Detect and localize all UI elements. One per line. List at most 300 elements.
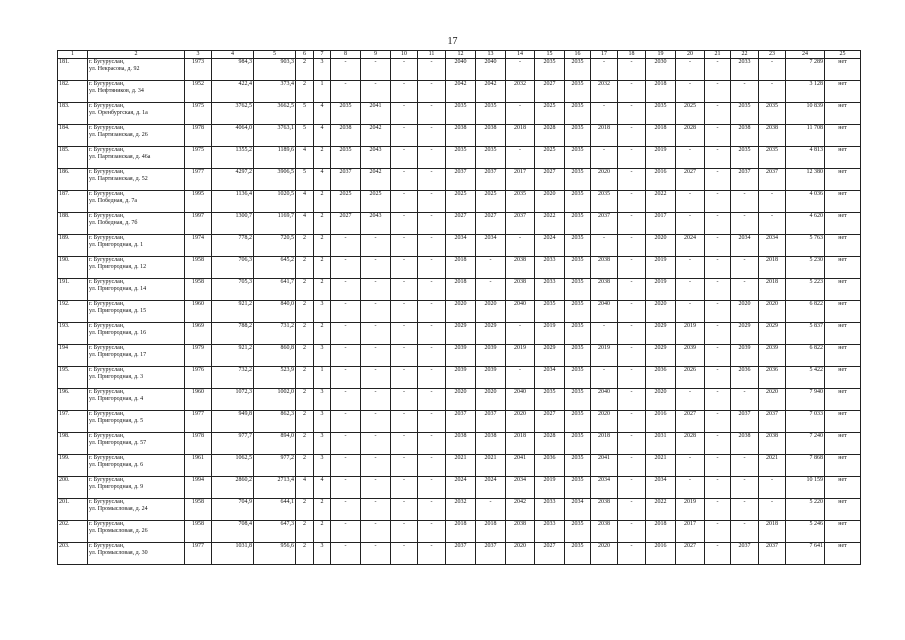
cost-cell: 6 822: [786, 301, 825, 323]
table-cell: 1952: [185, 81, 212, 103]
table-cell: -: [391, 345, 418, 367]
table-cell: 2036: [759, 367, 786, 389]
table-cell: 2020: [591, 411, 618, 433]
table-cell: 2035: [446, 147, 476, 169]
column-header-20: 20: [676, 51, 705, 59]
table-cell: 1974: [185, 235, 212, 257]
table-cell: 2034: [506, 477, 535, 499]
table-cell: -: [391, 543, 418, 565]
table-cell: 2018: [759, 257, 786, 279]
area-cell: 523,9: [254, 367, 296, 389]
table-cell: 2: [296, 301, 314, 323]
table-cell: -: [731, 389, 759, 411]
address-cell: г. Бугуруслан, ул. Победная, д. 7б: [88, 213, 185, 235]
table-cell: -: [618, 301, 646, 323]
cost-cell: 6 822: [786, 345, 825, 367]
table-cell: 2020: [646, 389, 676, 411]
table-cell: -: [618, 499, 646, 521]
area-cell: 422,4: [212, 81, 254, 103]
table-cell: -: [618, 279, 646, 301]
area-cell: 1189,6: [254, 147, 296, 169]
table-cell: 5: [296, 169, 314, 191]
area-cell: 949,8: [212, 411, 254, 433]
row-number: 185.: [58, 147, 88, 169]
table-cell: нет: [825, 235, 861, 257]
address-cell: г. Бугуруслан, ул. Пригородная, д. 17: [88, 345, 185, 367]
page-number: 17: [447, 36, 458, 47]
area-cell: 1020,5: [254, 191, 296, 213]
table-cell: -: [705, 367, 731, 389]
table-cell: -: [705, 257, 731, 279]
table-cell: -: [391, 213, 418, 235]
area-cell: 778,2: [212, 235, 254, 257]
table-cell: 2037: [446, 169, 476, 191]
table-cell: 2035: [759, 147, 786, 169]
table-cell: 2018: [446, 257, 476, 279]
table-cell: -: [361, 279, 391, 301]
table-cell: 2043: [361, 213, 391, 235]
table-cell: нет: [825, 213, 861, 235]
column-header-25: 25: [825, 51, 861, 59]
table-cell: -: [418, 477, 446, 499]
table-cell: 2035: [565, 81, 591, 103]
table-cell: -: [361, 455, 391, 477]
table-row: [58, 257, 861, 279]
table-cell: нет: [825, 543, 861, 565]
table-cell: 2035: [565, 345, 591, 367]
table-cell: -: [705, 455, 731, 477]
table-cell: 2032: [506, 81, 535, 103]
table-cell: нет: [825, 191, 861, 213]
row-number: 190.: [58, 257, 88, 279]
cost-cell: 4 620: [786, 213, 825, 235]
table-cell: 5: [296, 103, 314, 125]
table-cell: 2043: [361, 147, 391, 169]
table-cell: 2037: [476, 411, 506, 433]
area-cell: 1031,8: [212, 543, 254, 565]
table-cell: 2028: [535, 125, 565, 147]
table-cell: -: [418, 257, 446, 279]
area-cell: 1002,0: [254, 389, 296, 411]
table-cell: 2037: [731, 543, 759, 565]
table-cell: 2035: [565, 279, 591, 301]
table-cell: 2038: [591, 499, 618, 521]
table-row: [58, 455, 861, 477]
table-cell: -: [391, 81, 418, 103]
table-cell: -: [361, 235, 391, 257]
table-cell: 2018: [759, 521, 786, 543]
cost-cell: 12 380: [786, 169, 825, 191]
address-cell: г. Бугуруслан, ул. Пригородная, д. 3: [88, 367, 185, 389]
table-cell: 2035: [565, 213, 591, 235]
column-header-22: 22: [731, 51, 759, 59]
table-cell: 2: [296, 59, 314, 81]
table-cell: -: [618, 345, 646, 367]
table-cell: 3: [314, 411, 331, 433]
table-row: [58, 147, 861, 169]
area-cell: 788,2: [212, 323, 254, 345]
table-cell: 2: [296, 367, 314, 389]
table-cell: 2041: [591, 455, 618, 477]
address-cell: г. Бугуруслан, ул. Пригородная, д. 4: [88, 389, 185, 411]
table-cell: -: [618, 521, 646, 543]
table-cell: 2: [296, 389, 314, 411]
table-cell: 2: [296, 81, 314, 103]
table-row: [58, 191, 861, 213]
table-cell: 2016: [646, 169, 676, 191]
table-cell: 2035: [565, 521, 591, 543]
table-cell: -: [418, 543, 446, 565]
table-cell: -: [705, 103, 731, 125]
table-cell: -: [418, 433, 446, 455]
area-cell: 2860,2: [212, 477, 254, 499]
table-cell: 1994: [185, 477, 212, 499]
table-cell: 2034: [646, 477, 676, 499]
table-cell: -: [705, 213, 731, 235]
table-cell: 2019: [676, 323, 705, 345]
table-cell: 2038: [476, 125, 506, 147]
table-cell: 2034: [591, 477, 618, 499]
table-cell: нет: [825, 411, 861, 433]
table-cell: -: [731, 257, 759, 279]
table-cell: 2020: [446, 389, 476, 411]
table-cell: 2: [296, 257, 314, 279]
table-cell: 2039: [759, 345, 786, 367]
table-cell: 2020: [506, 411, 535, 433]
table-cell: 2035: [759, 103, 786, 125]
table-cell: 5: [296, 125, 314, 147]
table-cell: 2018: [446, 521, 476, 543]
table-cell: 2033: [535, 279, 565, 301]
area-cell: 977,7: [212, 433, 254, 455]
table-cell: -: [705, 81, 731, 103]
area-cell: 860,8: [254, 345, 296, 367]
table-cell: 2020: [591, 169, 618, 191]
table-cell: 1960: [185, 301, 212, 323]
table-cell: 2018: [646, 521, 676, 543]
table-cell: -: [331, 411, 361, 433]
table-cell: 2025: [446, 191, 476, 213]
cost-cell: 4 036: [786, 191, 825, 213]
table-cell: -: [331, 257, 361, 279]
table-cell: 4: [296, 147, 314, 169]
table-cell: -: [705, 279, 731, 301]
table-cell: -: [418, 81, 446, 103]
table-cell: -: [418, 301, 446, 323]
table-row: [58, 301, 861, 323]
area-cell: 862,3: [254, 411, 296, 433]
table-cell: -: [618, 323, 646, 345]
table-cell: 2033: [535, 499, 565, 521]
table-cell: -: [676, 301, 705, 323]
table-cell: 2021: [446, 455, 476, 477]
address-cell: г. Бугуруслан, ул. Некрасова, д. 92: [88, 59, 185, 81]
row-number: 198.: [58, 433, 88, 455]
table-cell: 2037: [731, 411, 759, 433]
table-cell: 2035: [535, 59, 565, 81]
table-cell: 2030: [646, 59, 676, 81]
address-cell: г. Бугуруслан, ул. Пригородная, д. 14: [88, 279, 185, 301]
area-cell: 4297,2: [212, 169, 254, 191]
table-cell: -: [506, 323, 535, 345]
table-cell: 3: [314, 301, 331, 323]
table-cell: 2018: [759, 279, 786, 301]
table-cell: -: [705, 235, 731, 257]
table-cell: 2018: [506, 433, 535, 455]
table-cell: -: [418, 235, 446, 257]
table-cell: 2018: [591, 125, 618, 147]
table-row: [58, 125, 861, 147]
table-cell: 2: [296, 521, 314, 543]
column-header-7: 7: [314, 51, 331, 59]
table-cell: 4: [314, 125, 331, 147]
table-cell: -: [331, 521, 361, 543]
table-cell: 2020: [646, 235, 676, 257]
table-cell: -: [331, 81, 361, 103]
table-cell: 4: [314, 477, 331, 499]
table-cell: 2035: [565, 235, 591, 257]
table-cell: 2035: [476, 103, 506, 125]
address-cell: г. Бугуруслан, ул. Пригородная, д. 16: [88, 323, 185, 345]
cost-cell: 7 240: [786, 433, 825, 455]
row-number: 182.: [58, 81, 88, 103]
table-cell: -: [391, 279, 418, 301]
table-cell: 2038: [331, 125, 361, 147]
table-cell: 2042: [361, 125, 391, 147]
table-cell: 1960: [185, 389, 212, 411]
table-cell: -: [759, 191, 786, 213]
column-header-10: 10: [391, 51, 418, 59]
table-cell: -: [618, 59, 646, 81]
table-cell: нет: [825, 499, 861, 521]
table-cell: -: [705, 411, 731, 433]
table-cell: -: [676, 257, 705, 279]
table-cell: 1975: [185, 147, 212, 169]
table-cell: 2: [296, 499, 314, 521]
column-header-18: 18: [618, 51, 646, 59]
address-cell: г. Бугуруслан, ул. Нефтяников, д. 34: [88, 81, 185, 103]
table-cell: 2027: [446, 213, 476, 235]
table-cell: -: [676, 213, 705, 235]
column-header-17: 17: [591, 51, 618, 59]
table-cell: -: [331, 499, 361, 521]
address-cell: г. Бугуруслан, ул. Победная, д. 7а: [88, 191, 185, 213]
area-cell: 705,3: [212, 279, 254, 301]
table-cell: -: [731, 213, 759, 235]
area-cell: 1062,5: [212, 455, 254, 477]
table-cell: 1958: [185, 257, 212, 279]
table-cell: -: [331, 543, 361, 565]
table-cell: -: [361, 477, 391, 499]
table-cell: 2: [296, 411, 314, 433]
table-cell: 2039: [476, 345, 506, 367]
cost-cell: 7 289: [786, 59, 825, 81]
table-cell: 1979: [185, 345, 212, 367]
table-cell: -: [618, 455, 646, 477]
table-cell: 2018: [476, 521, 506, 543]
table-cell: 2035: [476, 147, 506, 169]
table-cell: 2028: [535, 433, 565, 455]
area-cell: 2713,4: [254, 477, 296, 499]
table-cell: 2039: [476, 367, 506, 389]
table-cell: 2020: [476, 301, 506, 323]
row-number: 194: [58, 345, 88, 367]
table-row: [58, 411, 861, 433]
address-cell: г. Бугуруслан, ул. Пригородная, д. 6: [88, 455, 185, 477]
table-cell: 2029: [476, 323, 506, 345]
table-cell: нет: [825, 59, 861, 81]
table-cell: 1978: [185, 125, 212, 147]
table-cell: нет: [825, 389, 861, 411]
table-cell: 2025: [535, 103, 565, 125]
table-cell: -: [591, 323, 618, 345]
table-cell: 2037: [446, 543, 476, 565]
table-cell: 2029: [646, 345, 676, 367]
table-row: [58, 103, 861, 125]
table-cell: 2019: [535, 323, 565, 345]
area-cell: 840,0: [254, 301, 296, 323]
area-cell: 977,2: [254, 455, 296, 477]
table-cell: 1997: [185, 213, 212, 235]
area-cell: 1300,7: [212, 213, 254, 235]
table-cell: нет: [825, 433, 861, 455]
table-cell: 2027: [535, 81, 565, 103]
table-cell: -: [731, 521, 759, 543]
row-number: 189.: [58, 235, 88, 257]
column-header-11: 11: [418, 51, 446, 59]
table-cell: 2021: [476, 455, 506, 477]
table-cell: -: [418, 521, 446, 543]
table-cell: 2035: [535, 301, 565, 323]
area-cell: 3906,5: [254, 169, 296, 191]
table-cell: -: [705, 301, 731, 323]
table-cell: 2033: [731, 59, 759, 81]
table-cell: -: [676, 279, 705, 301]
area-cell: 1355,2: [212, 147, 254, 169]
table-cell: 1977: [185, 543, 212, 565]
table-cell: -: [418, 367, 446, 389]
table-cell: 2035: [331, 103, 361, 125]
table-cell: 2042: [506, 499, 535, 521]
cost-cell: 3 128: [786, 81, 825, 103]
table-cell: -: [759, 499, 786, 521]
table-cell: 2035: [646, 103, 676, 125]
table-cell: -: [676, 147, 705, 169]
table-cell: нет: [825, 257, 861, 279]
table-cell: 2036: [731, 367, 759, 389]
table-cell: -: [391, 323, 418, 345]
table-cell: -: [361, 367, 391, 389]
table-cell: -: [759, 477, 786, 499]
column-header-13: 13: [476, 51, 506, 59]
table-cell: 2033: [535, 521, 565, 543]
row-number: 202.: [58, 521, 88, 543]
table-cell: 2035: [565, 169, 591, 191]
address-cell: г. Бугуруслан, ул. Пригородная, д. 5: [88, 411, 185, 433]
table-cell: -: [361, 81, 391, 103]
table-cell: -: [331, 389, 361, 411]
column-header-15: 15: [535, 51, 565, 59]
table-cell: -: [591, 147, 618, 169]
cost-cell: 10 839: [786, 103, 825, 125]
table-cell: 2020: [591, 543, 618, 565]
table-cell: 1: [314, 81, 331, 103]
table-cell: 2029: [731, 323, 759, 345]
cost-cell: 5 422: [786, 367, 825, 389]
table-cell: 2035: [331, 147, 361, 169]
table-cell: 2024: [535, 235, 565, 257]
table-cell: 2019: [646, 257, 676, 279]
table-cell: 2035: [446, 103, 476, 125]
row-number: 186.: [58, 169, 88, 191]
table-row: [58, 521, 861, 543]
table-cell: -: [361, 345, 391, 367]
table-cell: 2035: [565, 323, 591, 345]
table-cell: 1: [314, 367, 331, 389]
area-cell: 956,6: [254, 543, 296, 565]
table-cell: 1977: [185, 169, 212, 191]
table-cell: 2035: [565, 455, 591, 477]
table-cell: 2035: [565, 367, 591, 389]
table-cell: 2025: [331, 191, 361, 213]
table-cell: -: [391, 367, 418, 389]
address-cell: г. Бугуруслан, ул. Промысловая, д. 30: [88, 543, 185, 565]
table-cell: -: [618, 213, 646, 235]
address-cell: г. Бугуруслан, ул. Пригородная, д. 57: [88, 433, 185, 455]
table-cell: -: [618, 367, 646, 389]
table-cell: 2042: [446, 81, 476, 103]
table-cell: 2020: [759, 389, 786, 411]
table-cell: -: [705, 147, 731, 169]
table-cell: 2034: [535, 367, 565, 389]
table-cell: 2: [314, 257, 331, 279]
table-cell: 1973: [185, 59, 212, 81]
table-cell: 2042: [361, 169, 391, 191]
column-header-1: 1: [58, 51, 88, 59]
cost-cell: 11 708: [786, 125, 825, 147]
table-cell: нет: [825, 367, 861, 389]
table-cell: -: [361, 301, 391, 323]
table-cell: -: [391, 499, 418, 521]
table-cell: -: [705, 191, 731, 213]
table-cell: 2027: [535, 411, 565, 433]
table-cell: -: [391, 169, 418, 191]
table-cell: 2035: [565, 411, 591, 433]
table-cell: 2036: [646, 367, 676, 389]
address-cell: г. Бугуруслан, ул. Партизанская, д. 52: [88, 169, 185, 191]
table-cell: -: [676, 81, 705, 103]
area-cell: 3762,5: [212, 103, 254, 125]
table-row: [58, 323, 861, 345]
table-cell: нет: [825, 521, 861, 543]
table-row: [58, 433, 861, 455]
table-cell: 2: [314, 323, 331, 345]
address-cell: г. Бугуруслан, ул. Пригородная, д. 15: [88, 301, 185, 323]
table-cell: 2037: [759, 543, 786, 565]
table-cell: -: [391, 455, 418, 477]
table-cell: 2: [314, 235, 331, 257]
table-cell: 4: [296, 213, 314, 235]
area-cell: 731,2: [254, 323, 296, 345]
table-cell: 2037: [506, 213, 535, 235]
table-cell: 3: [314, 59, 331, 81]
table-cell: 2038: [446, 433, 476, 455]
cost-cell: 5 230: [786, 257, 825, 279]
table-cell: 2035: [565, 433, 591, 455]
table-cell: 2040: [506, 301, 535, 323]
table-cell: -: [618, 169, 646, 191]
table-cell: нет: [825, 323, 861, 345]
